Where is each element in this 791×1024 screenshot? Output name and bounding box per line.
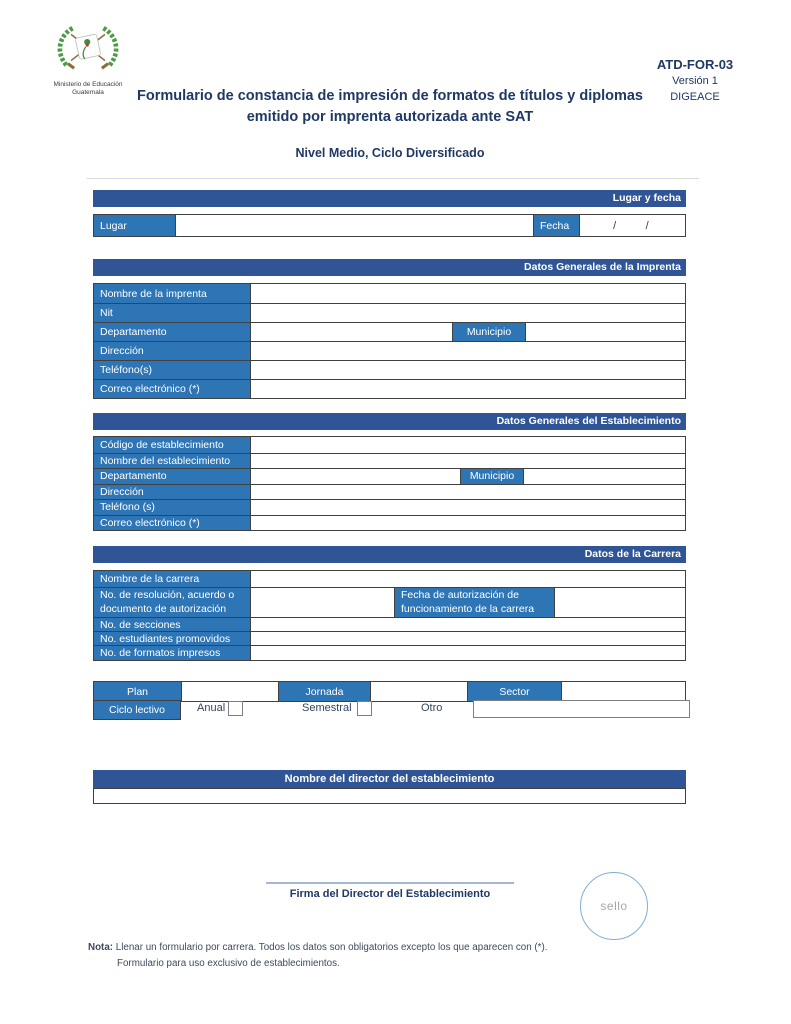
imprenta-direccion-input[interactable] xyxy=(251,342,685,360)
document-version: Versión 1 xyxy=(672,75,718,87)
note-label: Nota: xyxy=(88,942,114,953)
plan-jornada-sector-table xyxy=(93,681,686,702)
fecha-input[interactable] xyxy=(580,215,685,236)
ciclo-lectivo-label: Ciclo lectivo xyxy=(93,700,181,720)
form-subtitle: Nivel Medio, Ciclo Diversificado xyxy=(295,146,485,160)
carrera-formatos-label: No. de formatos impresos xyxy=(94,646,251,660)
note-block xyxy=(88,940,547,972)
carrera-estudiantes-label: No. estudiantes promovidos xyxy=(94,632,251,645)
ministry-logo-block xyxy=(28,22,148,97)
document-code: ATD-FOR-03 xyxy=(656,57,734,72)
plan-input[interactable] xyxy=(182,682,279,701)
lugar-fecha-table xyxy=(93,214,686,237)
imprenta-departamento-label: Departamento xyxy=(94,323,251,341)
imprenta-direccion-label: Dirección xyxy=(94,342,251,360)
imprenta-telefono-input[interactable] xyxy=(251,361,685,379)
carrera-resolucion-input[interactable] xyxy=(251,588,395,617)
anual-checkbox[interactable] xyxy=(228,701,243,716)
establecimiento-telefono-input[interactable] xyxy=(251,500,685,515)
carrera-fecha-autorizacion-input[interactable] xyxy=(555,588,685,617)
establecimiento-correo-label: Correo electrónico (*) xyxy=(94,516,251,531)
establecimiento-codigo-input[interactable] xyxy=(251,437,685,453)
note-line2: Formulario para uso exclusivo de establecimientos. xyxy=(117,958,340,970)
date-separator: / xyxy=(645,219,649,232)
establecimiento-table xyxy=(93,436,686,531)
lugar-label: Lugar xyxy=(94,215,176,236)
form-title-line2: emitido por imprenta autorizada ante SAT xyxy=(246,109,534,125)
document-department: DIGEACE xyxy=(670,91,720,103)
establecimiento-nombre-label: Nombre del establecimiento xyxy=(94,454,251,469)
establecimiento-municipio-label: Municipio xyxy=(460,469,524,484)
carrera-secciones-label: No. de secciones xyxy=(94,618,251,631)
form-title-line1: Formulario de constancia de impresión de formatos de títulos y diplomas xyxy=(137,88,643,104)
section-header-imprenta: Datos Generales de la Imprenta xyxy=(93,259,686,276)
carrera-fecha-autorizacion-label: Fecha de autorización de funcionamiento de la carrera xyxy=(395,588,555,617)
imprenta-nit-label: Nit xyxy=(94,304,251,322)
signature-line xyxy=(266,882,514,884)
carrera-nombre-input[interactable] xyxy=(251,571,685,587)
section-header-lugar-y-fecha: Lugar y fecha xyxy=(93,190,686,207)
imprenta-nombre-label: Nombre de la imprenta xyxy=(94,284,251,303)
anual-label: Anual xyxy=(197,702,226,714)
imprenta-municipio-label: Municipio xyxy=(452,323,526,341)
carrera-estudiantes-input[interactable] xyxy=(251,632,685,645)
logo-caption-line1: Ministerio de Educación xyxy=(53,81,123,88)
logo-caption-line2: Guatemala xyxy=(72,89,104,97)
establecimiento-departamento-input[interactable] xyxy=(251,469,460,484)
semestral-label: Semestral xyxy=(302,702,352,714)
establecimiento-direccion-input[interactable] xyxy=(251,485,685,500)
guatemala-coat-of-arms-icon xyxy=(49,22,127,76)
imprenta-nit-input[interactable] xyxy=(251,304,685,322)
semestral-checkbox[interactable] xyxy=(357,701,372,716)
establecimiento-direccion-label: Dirección xyxy=(94,485,251,500)
otro-input[interactable] xyxy=(473,700,690,718)
establecimiento-codigo-label: Código de establecimiento xyxy=(94,437,251,453)
imprenta-telefono-label: Teléfono(s) xyxy=(94,361,251,379)
carrera-formatos-input[interactable] xyxy=(251,646,685,660)
establecimiento-municipio-input[interactable] xyxy=(524,469,685,484)
establecimiento-departamento-label: Departamento xyxy=(94,469,251,484)
divider-line xyxy=(87,178,699,179)
director-header: Nombre del director del establecimiento xyxy=(93,770,686,788)
otro-label: Otro xyxy=(421,702,443,714)
establecimiento-correo-input[interactable] xyxy=(251,516,685,531)
date-separator: / xyxy=(613,219,617,232)
sector-label: Sector xyxy=(468,682,562,701)
section-header-establecimiento: Datos Generales del Establecimiento xyxy=(93,413,686,430)
carrera-table xyxy=(93,570,686,661)
note-line1-text: Llenar un formulario por carrera. Todos los datos son obligatorios excepto los que aparecen con (*). xyxy=(115,942,548,953)
imprenta-nombre-input[interactable] xyxy=(251,284,685,303)
plan-label: Plan xyxy=(94,682,182,701)
section-header-carrera: Datos de la Carrera xyxy=(93,546,686,563)
carrera-resolucion-label: No. de resolución, acuerdo o documento de autorización xyxy=(94,588,251,617)
seal-circle xyxy=(580,872,648,940)
carrera-nombre-label: Nombre de la carrera xyxy=(94,571,251,587)
imprenta-departamento-input[interactable] xyxy=(251,323,452,341)
jornada-label: Jornada xyxy=(279,682,371,701)
director-name-input[interactable] xyxy=(93,788,686,804)
imprenta-correo-label: Correo electrónico (*) xyxy=(94,380,251,398)
establecimiento-telefono-label: Teléfono (s) xyxy=(94,500,251,515)
carrera-secciones-input[interactable] xyxy=(251,618,685,631)
signature-label: Firma del Director del Establecimiento xyxy=(289,888,491,900)
imprenta-table xyxy=(93,283,686,399)
imprenta-correo-input[interactable] xyxy=(251,380,685,398)
lugar-input[interactable] xyxy=(176,215,534,236)
note-line1 xyxy=(88,940,547,956)
sector-input[interactable] xyxy=(562,682,685,701)
seal-text: sello xyxy=(600,899,628,913)
jornada-input[interactable] xyxy=(371,682,468,701)
establecimiento-nombre-input[interactable] xyxy=(251,454,685,469)
fecha-label: Fecha xyxy=(534,215,580,236)
imprenta-municipio-input[interactable] xyxy=(526,323,685,341)
